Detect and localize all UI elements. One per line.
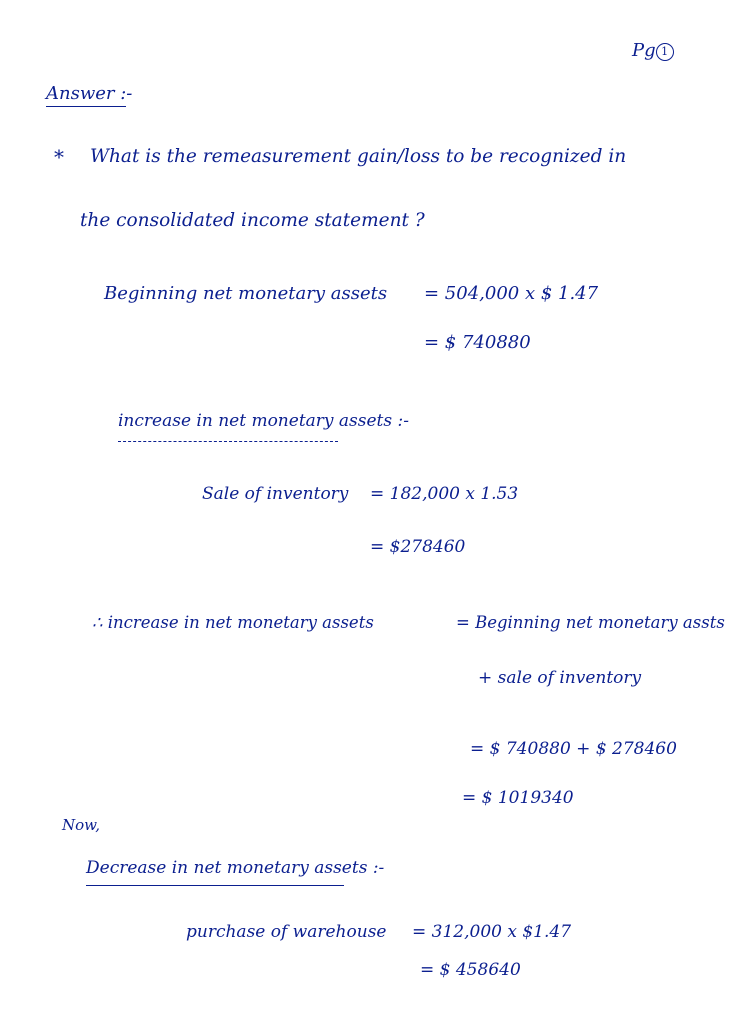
beginning-label: Beginning net monetary assets <box>104 283 388 304</box>
answer-heading-underline <box>46 106 126 107</box>
total-increase-result: = $ 1019340 <box>462 788 574 808</box>
sale-of-inventory-label: Sale of inventory <box>202 484 349 504</box>
question-bullet: * <box>54 145 64 169</box>
question-line-1: What is the remeasurement gain/loss to be recognized in <box>90 146 627 167</box>
page-number <box>632 42 674 61</box>
total-increase-sum: = $ 740880 + $ 278460 <box>470 739 677 759</box>
beginning-expression: = 504,000 x $ 1.47 <box>424 283 599 304</box>
decrease-heading-underline <box>86 885 344 886</box>
sale-of-inventory-expression: = 182,000 x 1.53 <box>370 484 519 504</box>
page-number-prefix: Pg <box>632 40 656 61</box>
purchase-of-warehouse-expression: = 312,000 x $1.47 <box>412 922 572 942</box>
total-increase-equation-part-2: + sale of inventory <box>478 668 642 688</box>
total-increase-equation-part-1: = Beginning net monetary assts <box>456 613 725 632</box>
sale-of-inventory-result: = $278460 <box>370 537 466 557</box>
purchase-of-warehouse-label: purchase of warehouse <box>186 922 387 942</box>
page-number-circle: 1 <box>656 43 674 61</box>
question-line-2: the consolidated income statement ? <box>80 210 425 231</box>
answer-heading: Answer :- <box>46 83 133 104</box>
increase-heading-underline <box>118 441 338 442</box>
purchase-of-warehouse-result: = $ 458640 <box>420 960 521 980</box>
now-label: Now, <box>62 816 100 834</box>
decrease-heading: Decrease in net monetary assets :- <box>86 858 385 878</box>
increase-heading: increase in net monetary assets :- <box>118 411 409 431</box>
beginning-result: = $ 740880 <box>424 332 531 353</box>
total-increase-label: ∴ increase in net monetary assets <box>92 613 374 632</box>
